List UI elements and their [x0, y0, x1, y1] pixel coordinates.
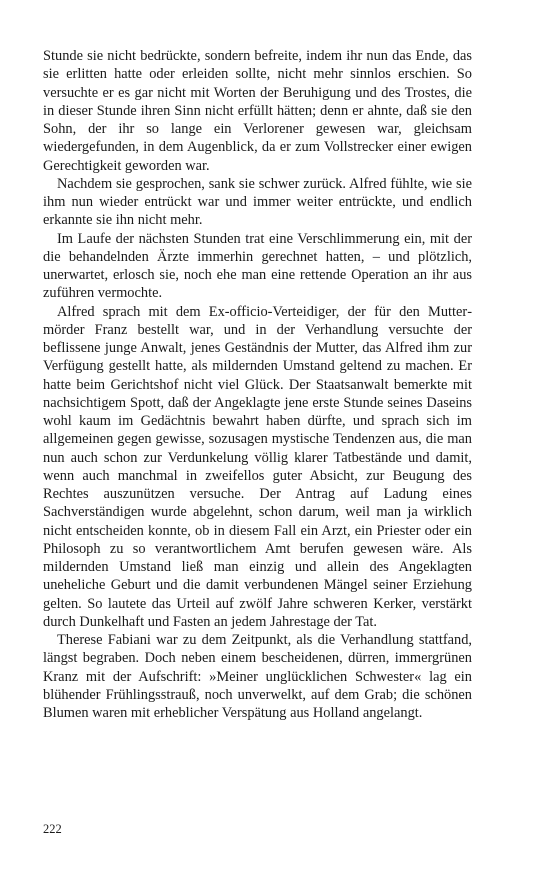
page-number: 222: [43, 822, 62, 836]
paragraph-3: Im Laufe der nächsten Stunden trat eine Verschlimmerung ein, mit der die behandelnden Ärzte immerhin gerechnet hatten, – und plötzlich, unerwartet, erlosch sie, noch ehe man eine rettende Operation an ihr aus zuführen vermochte.: [43, 230, 472, 302]
paragraph-5: Therese Fabiani war zu dem Zeitpunkt, als die Verhandlung stattfand, längst begraben. Doch neben einem bescheidenen, dürren, immergrünen Kranz mit der Aufschrift: »Meiner unglücklichen Schwester« lag ein blühender Frühlingsstrauß, noch unverwelkt, auf dem Grab; die schönen Blumen waren mit erheblicher Verspätung aus Holland angelangt.: [43, 632, 472, 721]
paragraph-1: Stunde sie nicht bedrückte, sondern befreite, indem ihr nun das Ende, das sie erlitten hatte oder erleiden sollte, nicht mehr sinnlos erschien. So versuchte er es gar nicht mit Worten der Beruhigung und des Trostes, die in dieser Stunde ihren Sinn nicht erfüllt hätten; denn er ahnte, daß sie den Sohn, der ihr so lange ein Verlorener gewesen war, gleichsam wiedergefunden, in dem Augenblick, da er zum Vollstrecker einer ewigen Gerechtigkeit geworden war.: [43, 48, 472, 174]
paragraph-4: Alfred sprach mit dem Ex-officio-Verteidiger, der für den Muttermörder Franz bestellt war, und in der Verhandlung versuchte der beflissene junge Anwalt, jenes Geständnis der Mutter, das Alfred ihm zur Verfügung gestellt hatte, als mildernden Umstand geltend zu machen. Er hatte beim Gerichtshof nicht viel Glück. Der Staatsanwalt bemerkte mit nachsichtigem Spott, daß der Angeklagte jene erste Stunde seines Daseins wohl kaum im Gedächtnis bewahrt haben dürfte, und sprach sich im allgemeinen gegen gewisse, sozusagen mystische Tendenzen aus, die man nun auch schon zur Verdunkelung völlig klarer Tatbestände und damit, wenn auch manchmal in zweifellos guter Absicht, zur Beugung des Rechtes auszunützen versuche. Der Antrag auf Ladung eines Sachverständigen wurde abgelehnt, schon darum, weil man ja wirklich nicht entscheiden konnte, ob in diesem Fall ein Arzt, ein Priester oder ein Philosoph zu so verantwortlichem Amt berufen gewesen wäre. Als mildernden Umstand ließ man einzig und allein des Angeklagten uneheliche Geburt und die damit verbundenen Mängel seiner Erziehung gelten. So lautete das Urteil auf zwölf Jahre schweren Kerker, verstärkt durch Dunkelhaft und Fasten an jedem Jahrestage der Tat.: [43, 303, 472, 630]
body-text: [43, 47, 472, 722]
paragraph-2: Nachdem sie gesprochen, sank sie schwer zurück. Alfred fühlte, wie sie ihm nun wieder entrückt war und immer weiter entrückte, und endlich erkannte sie ihn nicht mehr.: [43, 175, 472, 229]
